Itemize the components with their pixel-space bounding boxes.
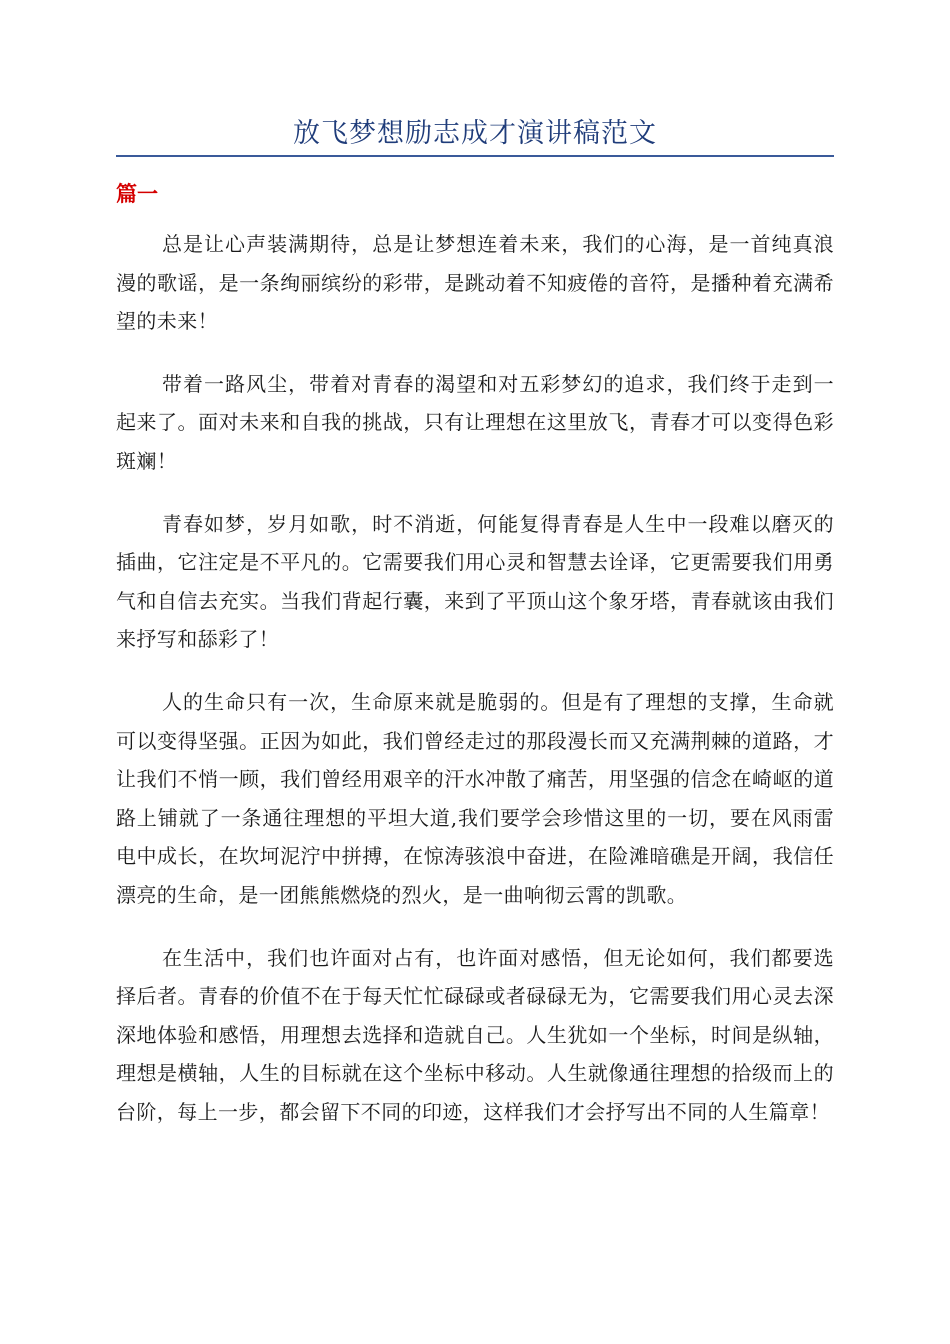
paragraph-1: 总是让心声装满期待，总是让梦想连着未来，我们的心海，是一首纯真浪漫的歌谣，是一条绚丽缤纷的彩带，是跳动着不知疲倦的音符，是播种着充满希望的未来！ bbox=[116, 232, 834, 334]
paragraph-4: 人的生命只有一次，生命原来就是脆弱的。但是有了理想的支撑，生命就可以变得坚强。正因为如此，我们曾经走过的那段漫长而又充满荆棘的道路，才让我们不悄一顾，我们曾经用艰辛的汗水冲散了痛苦，用坚强的信念在崎岖的道路上铺就了一条通往理想的平坦大道,我们要学会珍惜这里的一切，要在风雨雷电中成长，在坎坷泥泞中拼搏，在惊涛骇浪中奋进，在险滩暗礁是开阔，我信任漂亮的生命，是一团熊熊燃烧的烈火，是一曲响彻云霄的凯歌。 bbox=[116, 689, 834, 907]
section-heading: 篇一 bbox=[116, 182, 158, 206]
paragraph-5: 在生活中，我们也许面对占有，也许面对感悟，但无论如何，我们都要选择后者。青春的价值不在于每天忙忙碌碌或者碌碌无为，它需要我们用心灵去深深地体验和感悟，用理想去选择和造就自己。人生犹如一个坐标，时间是纵轴，理想是横轴，人生的目标就在这个坐标中移动。人生就像通往理想的拾级而上的台阶，每上一步，都会留下不同的印迹，这样我们才会抒写出不同的人生篇章！ bbox=[116, 945, 834, 1124]
page-title: 放飞梦想励志成才演讲稿范文 bbox=[293, 118, 657, 149]
title-divider bbox=[116, 155, 834, 157]
body-text bbox=[116, 225, 834, 1155]
paragraph-3: 青春如梦，岁月如歌，时不消逝，何能复得青春是人生中一段难以磨灭的插曲，它注定是不平凡的。它需要我们用心灵和智慧去诠译，它更需要我们用勇气和自信去充实。当我们背起行囊，来到了平顶山这个象牙塔，青春就该由我们来抒写和舔彩了！ bbox=[116, 511, 834, 652]
paragraph-2: 带着一路风尘，带着对青春的渴望和对五彩梦幻的追求，我们终于走到一起来了。面对未来和自我的挑战，只有让理想在这里放飞，青春才可以变得色彩斑斓！ bbox=[116, 371, 834, 473]
